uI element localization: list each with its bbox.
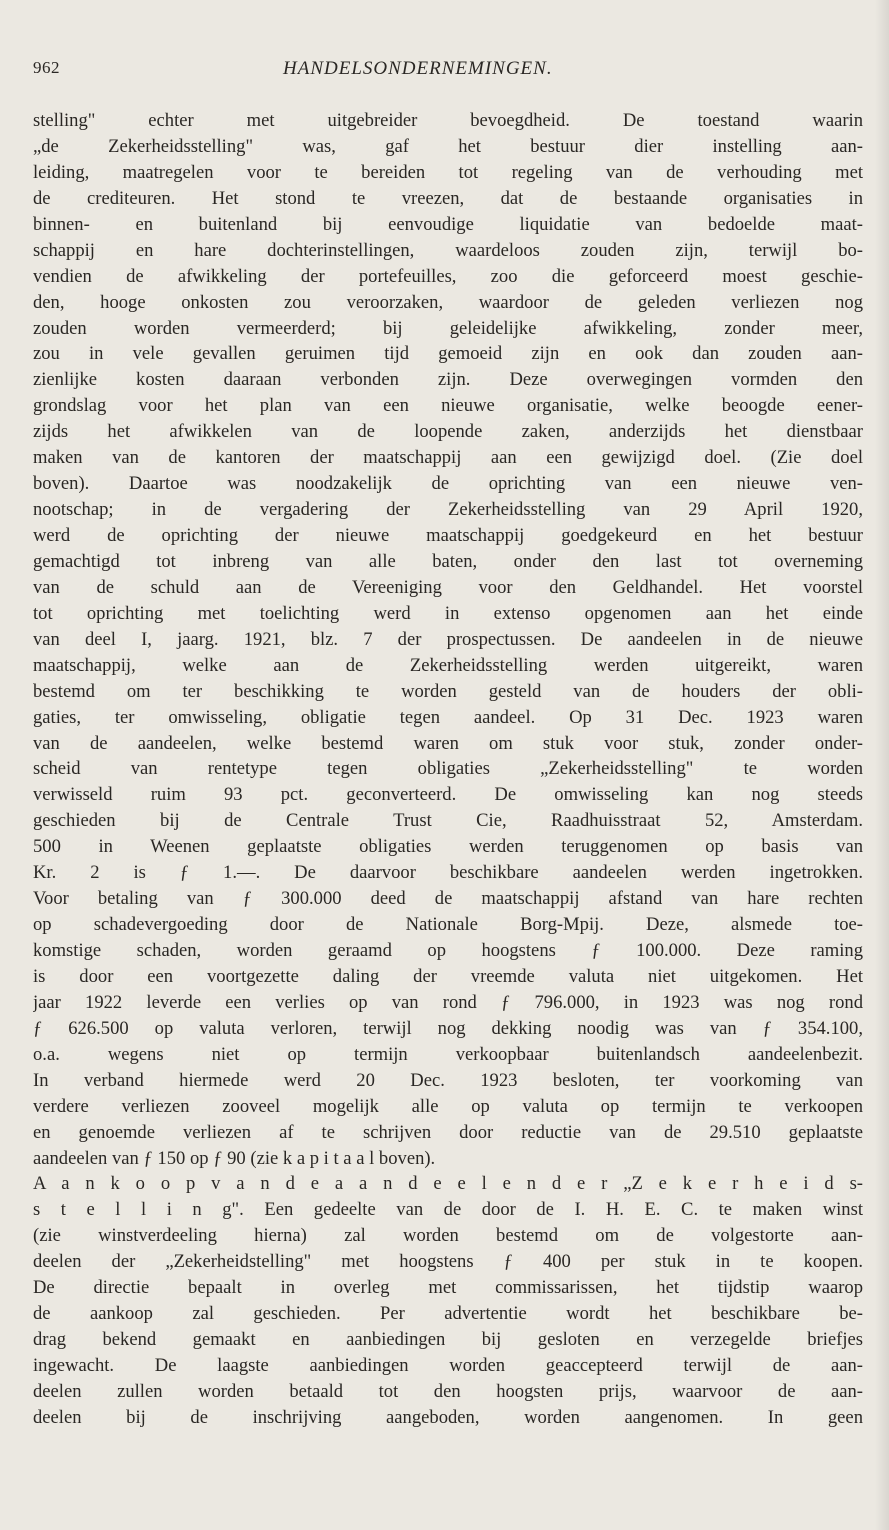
- text-line: s t e l l i n g". Een gedeelte van de door de I. H. E. C. te maken winst: [33, 1199, 863, 1221]
- section-heading-line: A a n k o o p v a n d e a a n d e e l e n d e r „Z e k e r h e i d s-: [33, 1173, 863, 1195]
- text-line: De directie bepaalt in overleg met commissarissen, het tijdstip waarop: [33, 1277, 863, 1299]
- text-line: tot oprichting met toelichting werd in extenso opgenomen aan het einde: [33, 602, 863, 624]
- text-line: zienlijke kosten daaraan verbonden zijn. Deze overwegingen vormden den: [33, 369, 863, 391]
- text-line: zou in vele gevallen geruimen tijd gemoeid zijn en ook dan zouden aan-: [33, 343, 863, 365]
- text-line: komstige schaden, worden geraamd op hoogstens ƒ 100.000. Deze raming: [33, 940, 863, 961]
- text-line: maken van de kantoren der maatschappij aan een gewijzigd doel. (Zie doel: [33, 447, 863, 469]
- text-line: boven). Daartoe was noodzakelijk de oprichting van een nieuwe ven-: [33, 473, 863, 495]
- text-line: verdere verliezen zooveel mogelijk alle op valuta op termijn te verkoopen: [33, 1095, 863, 1117]
- text-line: 500 in Weenen geplaatste obligaties werden teruggenomen op basis van: [33, 836, 863, 858]
- text-line: maatschappij, welke aan de Zekerheidsstelling werden uitgereikt, waren: [33, 654, 863, 676]
- text-line: aandeelen van ƒ 150 op ƒ 90 (zie k a p i t a a l boven).: [33, 1147, 436, 1169]
- text-line: de crediteuren. Het stond te vreezen, dat de bestaande organisaties in: [33, 187, 863, 209]
- text-line: ingewacht. De laagste aanbiedingen worden geaccepteerd terwijl de aan-: [33, 1355, 863, 1376]
- text-line: deelen der „Zekerheidstelling" met hoogstens ƒ 400 per stuk in te koopen.: [33, 1251, 863, 1273]
- text-line: nootschap; in de vergadering der Zekerheidsstelling van 29 April 1920,: [33, 499, 863, 521]
- text-line: op schadevergoeding door de Nationale Borg-Mpij. Deze, alsmede toe-: [33, 914, 863, 936]
- text-line: van de aandeelen, welke bestemd waren om stuk voor stuk, zonder onder-: [33, 732, 863, 754]
- body-text: [33, 108, 863, 1431]
- page-number: 962: [33, 58, 60, 77]
- page-header: [33, 58, 853, 88]
- text-line: zijds het afwikkelen van de loopende zaken, anderzijds het dienstbaar: [33, 421, 863, 443]
- text-line: schappij en hare dochterinstellingen, waardeloos zouden zijn, terwijl bo-: [33, 239, 863, 261]
- text-line: binnen- en buitenland bij eenvoudige liquidatie van bedoelde maat-: [33, 213, 863, 235]
- text-line: In verband hiermede werd 20 Dec. 1923 besloten, ter voorkoming van: [33, 1069, 863, 1091]
- page-edge-shadow: [875, 0, 889, 1530]
- text-line: leiding, maatregelen voor te bereiden tot regeling van de verhouding met: [33, 161, 863, 183]
- text-line: „de Zekerheidsstelling" was, gaf het bestuur dier instelling aan-: [33, 135, 863, 157]
- text-line: de aankoop zal geschieden. Per advertentie wordt het beschikbare be-: [33, 1303, 863, 1325]
- text-line: (zie winstverdeeling hierna) zal worden bestemd om de volgestorte aan-: [33, 1225, 863, 1247]
- text-line: ƒ 626.500 op valuta verloren, terwijl nog dekking noodig was van ƒ 354.100,: [33, 1017, 863, 1039]
- text-line: vendien de afwikkeling der portefeuilles, zoo die geforceerd moest geschie-: [33, 265, 863, 287]
- text-line: van deel I, jaarg. 1921, blz. 7 der prospectussen. De aandeelen in de nieuwe: [33, 628, 863, 650]
- text-line: en genoemde verliezen af te schrijven door reductie van de 29.510 geplaatste: [33, 1121, 863, 1143]
- text-line: den, hooge onkosten zou veroorzaken, waardoor de geleden verliezen nog: [33, 291, 863, 313]
- text-line: stelling" echter met uitgebreider bevoegdheid. De toestand waarin: [33, 110, 863, 131]
- text-line: Voor betaling van ƒ 300.000 deed de maatschappij afstand van hare rechten: [33, 888, 863, 910]
- text-line: gemachtigd tot inbreng van alle baten, onder den last tot overneming: [33, 550, 863, 572]
- text-line: Kr. 2 is ƒ 1.—. De daarvoor beschikbare aandeelen werden ingetrokken.: [33, 862, 863, 884]
- text-line: verwisseld ruim 93 pct. geconverteerd. De omwisseling kan nog steeds: [33, 784, 863, 806]
- text-line: grondslag voor het plan van een nieuwe organisatie, welke beoogde eener-: [33, 395, 863, 417]
- text-line: scheid van rentetype tegen obligaties „Zekerheidsstelling" te worden: [33, 758, 863, 780]
- text-line: deelen zullen worden betaald tot den hoogsten prijs, waarvoor de aan-: [33, 1380, 863, 1402]
- text-line: bestemd om ter beschikking te worden gesteld van de houders der obli-: [33, 680, 863, 702]
- text-line: gaties, ter omwisseling, obligatie tegen aandeel. Op 31 Dec. 1923 waren: [33, 706, 863, 728]
- text-line: is door een voortgezette daling der vreemde valuta niet uitgekomen. Het: [33, 965, 863, 987]
- text-line: jaar 1922 leverde een verlies op van rond ƒ 796.000, in 1923 was nog rond: [33, 991, 863, 1013]
- text-line: zouden worden vermeerderd; bij geleidelijke afwikkeling, zonder meer,: [33, 317, 863, 339]
- text-line: drag bekend gemaakt en aanbiedingen bij gesloten en verzegelde briefjes: [33, 1329, 863, 1351]
- text-line: werd de oprichting der nieuwe maatschappij goedgekeurd en het bestuur: [33, 525, 863, 546]
- text-line: geschieden bij de Centrale Trust Cie, Raadhuisstraat 52, Amsterdam.: [33, 810, 863, 832]
- text-line: o.a. wegens niet op termijn verkoopbaar buitenlandsch aandeelenbezit.: [33, 1043, 863, 1065]
- running-title: HANDELSONDERNEMINGEN.: [283, 58, 553, 79]
- text-line: deelen bij de inschrijving aangeboden, worden aangenomen. In geen: [33, 1406, 863, 1428]
- text-line: van de schuld aan de Vereeniging voor den Geldhandel. Het voorstel: [33, 576, 863, 598]
